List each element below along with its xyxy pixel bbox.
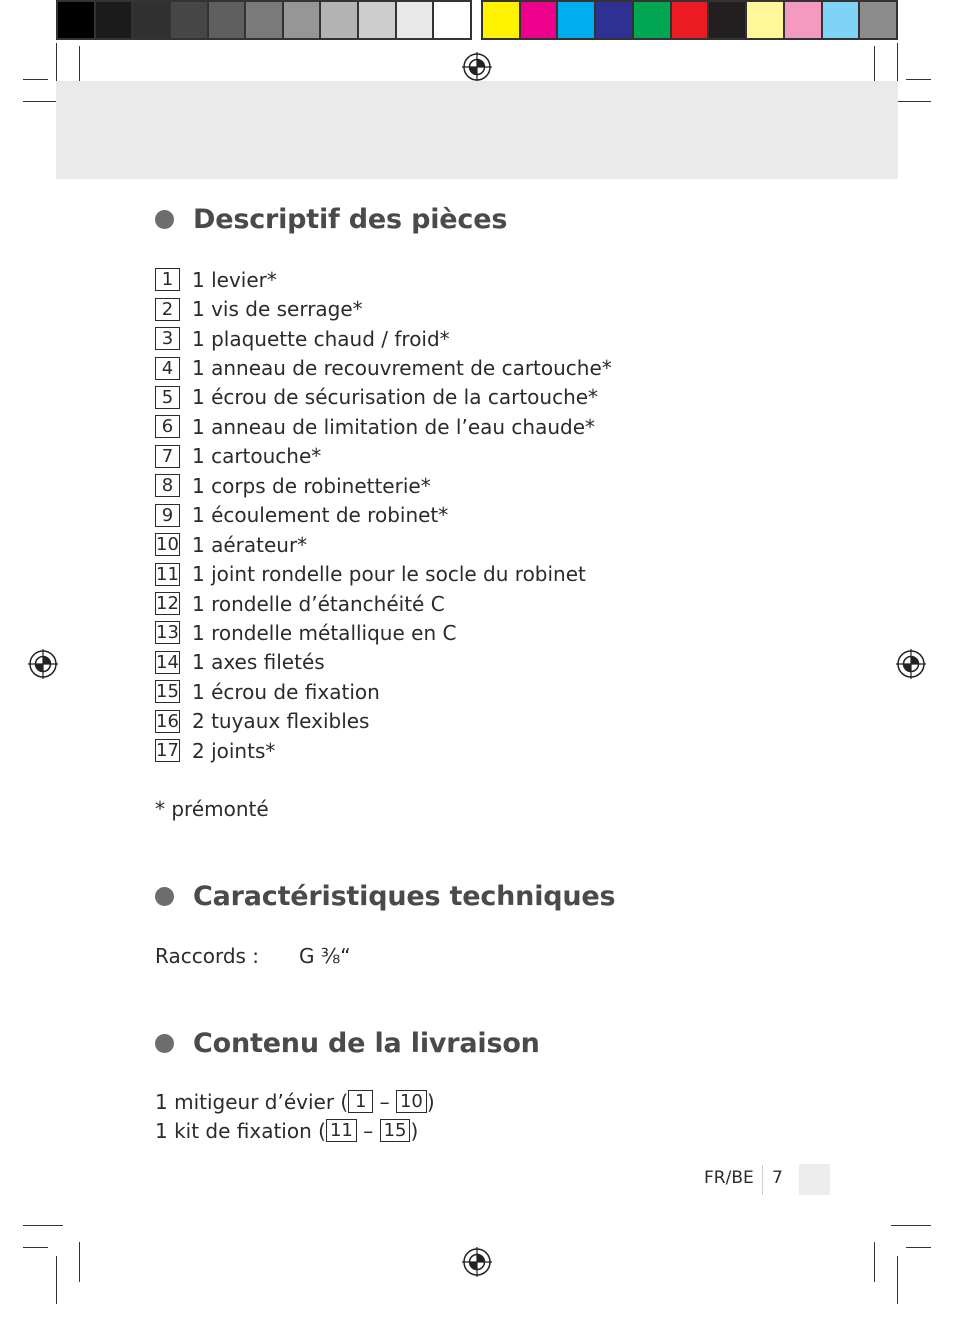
registration-mark-icon bbox=[28, 649, 58, 679]
calibration-swatch bbox=[521, 2, 559, 38]
footer-language: FR/BE bbox=[704, 1168, 754, 1188]
header-band bbox=[56, 81, 898, 179]
part-number-box: 16 bbox=[156, 710, 179, 732]
delivery-section-title: Contenu de la livraison bbox=[193, 1027, 540, 1059]
calibration-swatch bbox=[860, 2, 896, 38]
calibration-swatch bbox=[747, 2, 785, 38]
part-description: 1 rondelle métallique en C bbox=[192, 620, 457, 645]
parts-section-title: Descriptif des pièces bbox=[193, 203, 508, 235]
part-description: 1 cartouche* bbox=[192, 444, 322, 469]
part-number-box: 11 bbox=[156, 563, 179, 585]
calibration-swatch bbox=[58, 2, 96, 38]
parts-section-heading bbox=[155, 202, 507, 236]
calibration-swatch bbox=[672, 2, 710, 38]
part-number-box: 5 bbox=[155, 386, 180, 409]
connections-value: G ⅜“ bbox=[299, 944, 351, 968]
part-number-box: 6 bbox=[155, 415, 180, 438]
part-number-box: 1 bbox=[348, 1090, 373, 1113]
calibration-swatch bbox=[397, 2, 435, 38]
part-item bbox=[155, 412, 612, 441]
crop-mark bbox=[23, 1247, 48, 1248]
crop-mark bbox=[906, 79, 931, 80]
delivery-item bbox=[155, 1090, 435, 1115]
crop-mark bbox=[874, 46, 875, 86]
crop-mark bbox=[897, 43, 898, 83]
calibration-swatch bbox=[709, 2, 747, 38]
part-item bbox=[155, 618, 612, 647]
part-number-box: 15 bbox=[380, 1119, 411, 1142]
connections-label: Raccords : bbox=[155, 944, 260, 968]
bullet-icon bbox=[155, 1034, 174, 1053]
range-dash: – bbox=[356, 1119, 380, 1143]
delivery-item-text: 1 kit de fixation ( bbox=[155, 1119, 326, 1143]
range-dash: – bbox=[373, 1090, 396, 1114]
part-description: 1 joint rondelle pour le socle du robinet bbox=[192, 562, 586, 587]
calibration-swatch bbox=[483, 2, 521, 38]
part-description: 2 joints* bbox=[192, 738, 276, 763]
part-description: 1 écoulement de robinet* bbox=[192, 503, 449, 528]
calibration-swatch bbox=[209, 2, 247, 38]
bullet-icon bbox=[155, 210, 174, 229]
part-item bbox=[155, 648, 612, 677]
part-number-box: 12 bbox=[156, 593, 179, 615]
crop-mark bbox=[56, 1256, 57, 1304]
part-number-box: 3 bbox=[155, 327, 180, 350]
part-description: 2 tuyaux flexibles bbox=[192, 709, 370, 734]
part-number-box: 4 bbox=[155, 357, 180, 380]
part-description: 1 anneau de recouvrement de cartouche* bbox=[192, 356, 612, 381]
parts-list bbox=[155, 265, 612, 765]
calibration-swatch bbox=[246, 2, 284, 38]
part-description: 1 écrou de fixation bbox=[192, 679, 380, 704]
color-calibration-strip bbox=[481, 0, 898, 40]
part-number-box: 11 bbox=[326, 1119, 357, 1142]
calibration-swatch bbox=[321, 2, 359, 38]
part-number-box: 1 bbox=[155, 268, 180, 291]
part-number-box: 17 bbox=[156, 740, 179, 762]
part-description: 1 corps de robinetterie* bbox=[192, 473, 431, 498]
part-description: 1 levier* bbox=[192, 267, 277, 292]
part-description: 1 plaquette chaud / froid* bbox=[192, 326, 450, 351]
part-number-box: 13 bbox=[156, 622, 179, 644]
bullet-icon bbox=[155, 887, 174, 906]
footer-divider bbox=[762, 1165, 763, 1195]
crop-mark bbox=[23, 79, 48, 80]
crop-mark bbox=[79, 1242, 80, 1282]
part-item bbox=[155, 559, 612, 588]
part-description: 1 aérateur* bbox=[192, 532, 308, 557]
part-number-box: 2 bbox=[155, 298, 180, 321]
crop-mark bbox=[874, 1242, 875, 1282]
calibration-swatch bbox=[558, 2, 596, 38]
calibration-swatch bbox=[284, 2, 322, 38]
part-number-box: 15 bbox=[156, 681, 179, 703]
page-number: 7 bbox=[772, 1168, 783, 1188]
calibration-swatch bbox=[96, 2, 134, 38]
crop-mark bbox=[79, 46, 80, 86]
part-description: 1 axes filetés bbox=[192, 650, 325, 675]
part-item bbox=[155, 442, 612, 471]
calibration-swatch bbox=[823, 2, 861, 38]
part-item bbox=[155, 324, 612, 353]
delivery-item-suffix: ) bbox=[426, 1090, 435, 1114]
part-item bbox=[155, 353, 612, 382]
part-number-box: 9 bbox=[155, 504, 180, 527]
part-item bbox=[155, 707, 612, 736]
footer-tab-marker bbox=[799, 1164, 830, 1195]
delivery-section-heading bbox=[155, 1026, 540, 1060]
registration-mark-icon bbox=[462, 52, 492, 82]
calibration-swatch bbox=[133, 2, 171, 38]
crop-mark bbox=[23, 1225, 63, 1226]
part-number-box: 8 bbox=[155, 474, 180, 497]
delivery-item-suffix: ) bbox=[410, 1119, 419, 1143]
part-item bbox=[155, 736, 612, 765]
part-number-box: 14 bbox=[156, 651, 179, 673]
part-number-box: 10 bbox=[396, 1090, 427, 1113]
part-item bbox=[155, 265, 612, 294]
crop-mark bbox=[56, 43, 57, 83]
part-item bbox=[155, 383, 612, 412]
delivery-item bbox=[155, 1119, 418, 1144]
tech-section-heading bbox=[155, 879, 615, 913]
crop-mark bbox=[906, 1247, 931, 1248]
calibration-swatch bbox=[434, 2, 470, 38]
part-item bbox=[155, 294, 612, 323]
part-item bbox=[155, 471, 612, 500]
part-description: 1 rondelle d’étanchéité C bbox=[192, 591, 445, 616]
delivery-item-text: 1 mitigeur d’évier ( bbox=[155, 1090, 349, 1114]
calibration-swatch bbox=[596, 2, 634, 38]
calibration-swatch bbox=[634, 2, 672, 38]
calibration-swatch bbox=[171, 2, 209, 38]
registration-mark-icon bbox=[896, 649, 926, 679]
part-description: 1 vis de serrage* bbox=[192, 297, 363, 322]
part-description: 1 écrou de sécurisation de la cartouche* bbox=[192, 385, 599, 410]
crop-mark bbox=[897, 1256, 898, 1304]
part-description: 1 anneau de limitation de l’eau chaude* bbox=[192, 414, 596, 439]
calibration-swatch bbox=[359, 2, 397, 38]
crop-mark bbox=[891, 1225, 931, 1226]
part-number-box: 7 bbox=[155, 445, 180, 468]
part-item bbox=[155, 589, 612, 618]
calibration-swatch bbox=[785, 2, 823, 38]
premounted-note: * prémonté bbox=[155, 797, 269, 821]
grayscale-calibration-strip bbox=[56, 0, 472, 40]
part-number-box: 10 bbox=[156, 534, 179, 556]
part-item bbox=[155, 501, 612, 530]
registration-mark-icon bbox=[462, 1247, 492, 1277]
tech-section-title: Caractéristiques techniques bbox=[193, 880, 616, 912]
part-item bbox=[155, 530, 612, 559]
part-item bbox=[155, 677, 612, 706]
